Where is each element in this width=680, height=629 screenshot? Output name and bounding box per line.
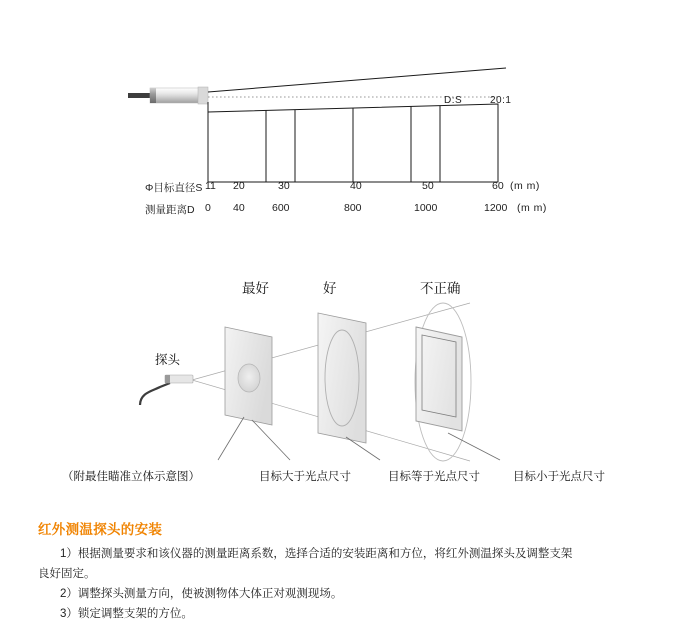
measure-distance-value: 600 — [272, 202, 290, 214]
measure-distance-value: 40 — [233, 202, 245, 214]
measure-distance-unit: (m m) — [517, 202, 547, 214]
measure-distance-value: 1200 — [484, 202, 508, 214]
aim-heading-good: 好 — [323, 281, 337, 296]
installation-section — [38, 518, 646, 625]
spot-size-svg — [0, 40, 680, 240]
aiming-diagram — [0, 265, 680, 505]
target-diameter-value: 50 — [422, 180, 434, 192]
target-diameter-value: 60 — [492, 180, 504, 192]
target-diameter-value: 20 — [233, 180, 245, 192]
measure-distance-value: 1000 — [414, 202, 438, 214]
target-diameter-value: 11 — [205, 180, 216, 192]
spot-size-diagram — [0, 40, 680, 240]
measure-distance-value: 800 — [344, 202, 362, 214]
installation-title: 红外测温探头的安装 — [38, 522, 163, 537]
aim-heading-incorrect: 不正确 — [420, 281, 461, 296]
probe-label: 探头 — [155, 353, 181, 367]
measure-distance-label: 测量距离D — [145, 204, 195, 216]
caption-target-equal: 目标等于光点尺寸 — [388, 471, 480, 483]
installation-step: 3）锁定调整支架的方位。 — [60, 608, 193, 621]
measure-distance-value: 0 — [205, 202, 211, 214]
installation-step: 1）根据测量要求和该仪器的测量距离系数，选择合适的安装距离和方位，将红外测温探头及调整支架 — [60, 548, 573, 560]
caption-stereo-note: （附最佳瞄准立体示意图） — [62, 471, 200, 483]
ds-label: D:S — [444, 95, 463, 106]
ds-ratio-value: 20:1 — [490, 95, 512, 106]
installation-step: 2）调整探头测量方向，使被测物体大体正对观测现场。 — [60, 588, 343, 601]
aim-heading-best: 最好 — [242, 281, 269, 296]
target-diameter-value: 30 — [278, 180, 290, 192]
caption-target-larger: 目标大于光点尺寸 — [259, 471, 351, 483]
installation-step-continued: 良好固定。 — [38, 568, 96, 581]
caption-target-smaller: 目标小于光点尺寸 — [513, 471, 605, 483]
target-diameter-unit: (m m) — [510, 180, 540, 192]
target-diameter-label: Φ目标直径S — [145, 182, 203, 194]
target-diameter-value: 40 — [350, 180, 362, 192]
